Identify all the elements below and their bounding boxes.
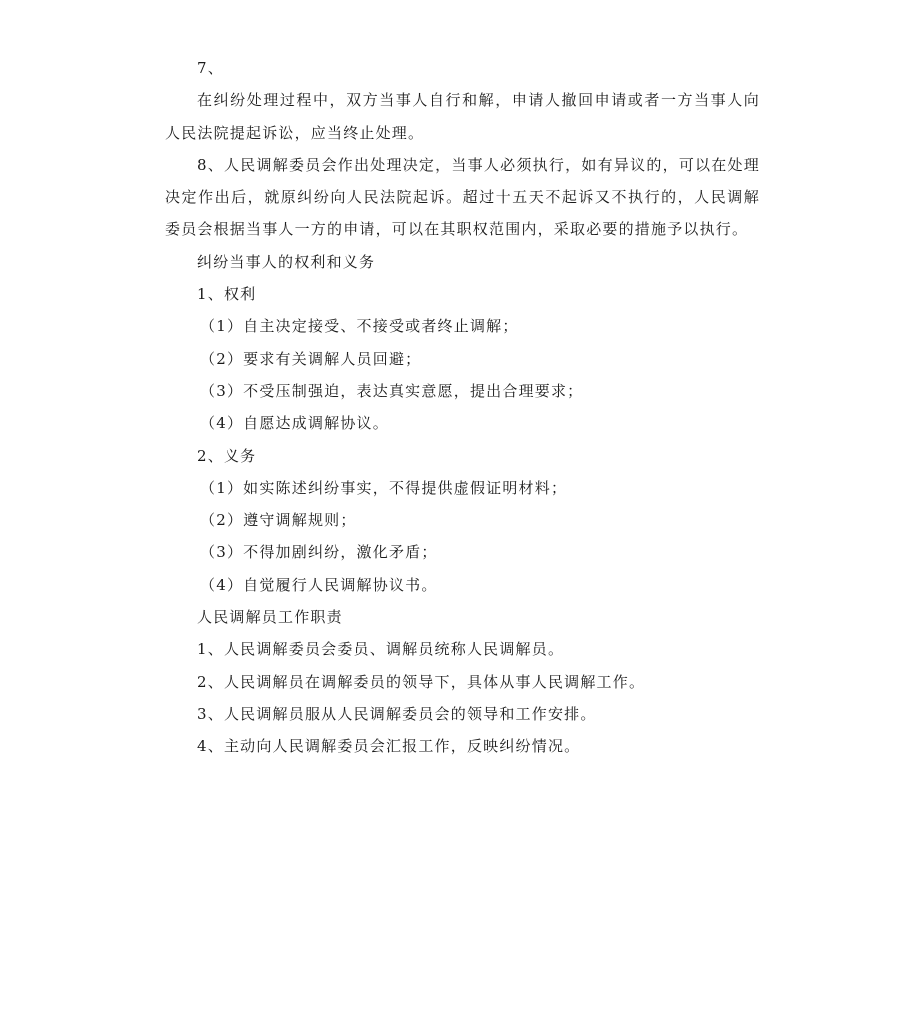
mediator-duties-item-4: 4、主动向人民调解委员会汇报工作，反映纠纷情况。 (197, 737, 581, 756)
duties-item-2: （2）遵守调解规则； (200, 511, 357, 530)
section-heading-rights-duties: 纠纷当事人的权利和义务 (197, 252, 376, 271)
rights-item-1: （1）自主决定接受、不接受或者终止调解； (200, 317, 519, 336)
document-body (165, 52, 760, 763)
mediator-duties-heading: 人民调解员工作职责 (197, 608, 343, 627)
mediator-duties-item-2: 2、人民调解员在调解委员的领导下，具体从事人民调解工作。 (197, 672, 646, 691)
duties-item-4: （4）自觉履行人民调解协议书。 (200, 575, 438, 594)
duties-item-3: （3）不得加剧纠纷，激化矛盾； (200, 543, 438, 562)
paragraph-settlement: 在纠纷处理过程中，双方当事人自行和解，申请人撤回申请或者一方当事人向人民法院提起诉讼，应当终止处理。 (165, 91, 760, 142)
paragraph-item-8: 8、人民调解委员会作出处理决定，当事人必须执行，如有异议的，可以在处理决定作出后，就原纠纷向人民法院起诉。超过十五天不起诉又不执行的，人民调解委员会根据当事人一方的申请，可以在其职权范围内，采取必要的措施予以执行。 (165, 155, 760, 239)
rights-item-2: （2）要求有关调解人员回避； (200, 349, 422, 368)
rights-item-3: （3）不受压制强迫，表达真实意愿，提出合理要求； (200, 381, 584, 400)
rights-item-4: （4）自愿达成调解协议。 (200, 414, 389, 433)
mediator-duties-item-1: 1、人民调解委员会委员、调解员统称人民调解员。 (197, 640, 565, 659)
rights-heading: 1、权利 (197, 285, 257, 304)
paragraph-item-7: 7、 (197, 59, 224, 77)
mediator-duties-item-3: 3、人民调解员服从人民调解委员会的领导和工作安排。 (197, 704, 597, 723)
duties-heading: 2、义务 (197, 446, 257, 465)
duties-item-1: （1）如实陈述纠纷事实，不得提供虚假证明材料； (200, 478, 568, 497)
